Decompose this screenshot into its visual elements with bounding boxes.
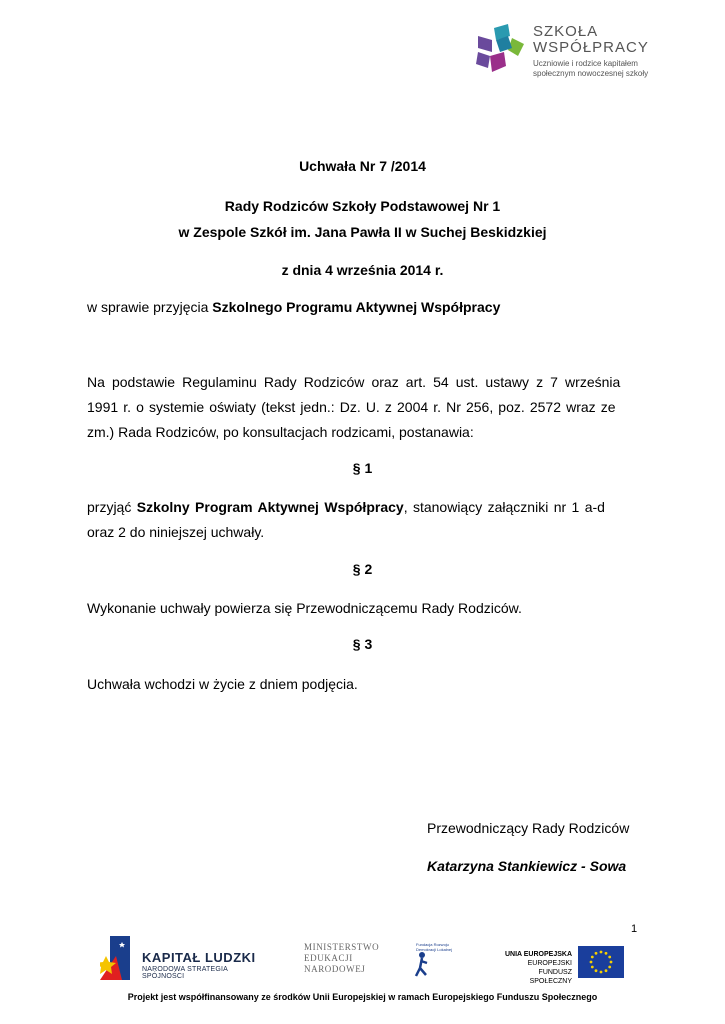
section-1-body <box>87 495 639 545</box>
kapital-ludzki-emblem-icon <box>100 936 134 982</box>
ministry-line-2: EDUKACJI <box>304 953 353 963</box>
kapital-ludzki-title: KAPITAŁ LUDZKI <box>142 950 256 965</box>
kapital-ludzki-logo <box>100 936 270 986</box>
section-1-line-1 <box>87 495 639 520</box>
eu-logo <box>500 946 630 985</box>
resolution-title: Uchwała Nr 7 /2014 <box>299 158 426 174</box>
eu-line-1: UNIA EUROPEJSKA <box>504 951 572 958</box>
subject-bold: Szkolnego Programu Aktywnej Współpracy <box>212 299 501 315</box>
section-3-text: Uchwała wchodzi w życie z dniem podjęcia. <box>87 676 358 692</box>
subject-line <box>87 295 639 320</box>
basis-line-1-text: Na podstawie Regulaminu Rady Rodziców oraz art. 54 ust. ustawy z 7 września <box>87 374 621 390</box>
eu-line-3: FUNDUSZ SPOŁECZNY <box>529 969 572 985</box>
szkola-wspolpracy-logo <box>470 22 670 84</box>
logo-tagline-line1: Uczniowie i rodzice kapitałem <box>533 59 638 68</box>
section-1-line-2: oraz 2 do niniejszej uchwały. <box>87 524 265 540</box>
ministry-logo <box>304 942 384 978</box>
eu-text <box>500 950 572 986</box>
section-2-text: Wykonanie uchwały powierza się Przewodniczącemu Rady Rodziców. <box>87 600 522 616</box>
ministry-line-3: NARODOWEJ <box>304 964 366 974</box>
foundation-label: Fundacja Rozwoju Demokracji Lokalnej <box>416 942 453 952</box>
ministry-line-1: MINISTERSTWO <box>304 942 380 952</box>
section-2-heading: § 2 <box>352 561 373 577</box>
logo-title-line2: WSPÓŁPRACY <box>533 39 649 56</box>
basis-line-2: 1991 r. o systemie oświaty (tekst jedn.: Dz. U. z 2004 r. Nr 256, poz. 2572 wraz ze <box>87 399 616 415</box>
council-line-2: w Zespole Szkół im. Jana Pawła II w Suchej Beskidzkiej <box>178 224 547 240</box>
logo-tagline-line2: społecznym nowoczesnej szkoły <box>533 69 649 78</box>
section-1-heading: § 1 <box>352 460 373 476</box>
signature-name: Katarzyna Stankiewicz - Sowa <box>427 858 627 874</box>
date-line: z dnia 4 września 2014 r. <box>281 262 444 278</box>
kapital-ludzki-subtitle: NARODOWA STRATEGIA SPÓJNOŚCI <box>142 966 228 980</box>
page-number: 1 <box>631 923 638 935</box>
council-line-1: Rady Rodziców Szkoły Podstawowej Nr 1 <box>224 198 501 214</box>
foundation-logo <box>412 942 462 980</box>
section-1-prefix: przyjąć <box>87 499 137 515</box>
section-1-bold: Szkolny Program Aktywnej Współpracy <box>136 499 404 515</box>
section-1-suffix: , stanowiący załączniki nr 1 a-d <box>403 499 605 515</box>
funding-note: Projekt jest współfinansowany ze środków Unii Europejskiej w ramach Europejskiego Funduszu Społecznego <box>127 992 598 1002</box>
logo-title-line1: SZKOŁA <box>533 23 599 40</box>
eu-line-2: EUROPEJSKI <box>527 960 572 967</box>
signature-role: Przewodniczący Rady Rodziców <box>427 820 630 836</box>
legal-basis <box>87 370 639 445</box>
subject-prefix: w sprawie przyjęcia <box>87 299 213 315</box>
basis-line-1 <box>87 370 639 395</box>
basis-line-3: zm.) Rada Rodziców, po konsultacjach rodzicami, postanawia: <box>87 424 474 440</box>
section-3-heading: § 3 <box>352 636 373 652</box>
eu-flag-icon <box>578 946 624 978</box>
book-flower-icon <box>470 22 530 82</box>
